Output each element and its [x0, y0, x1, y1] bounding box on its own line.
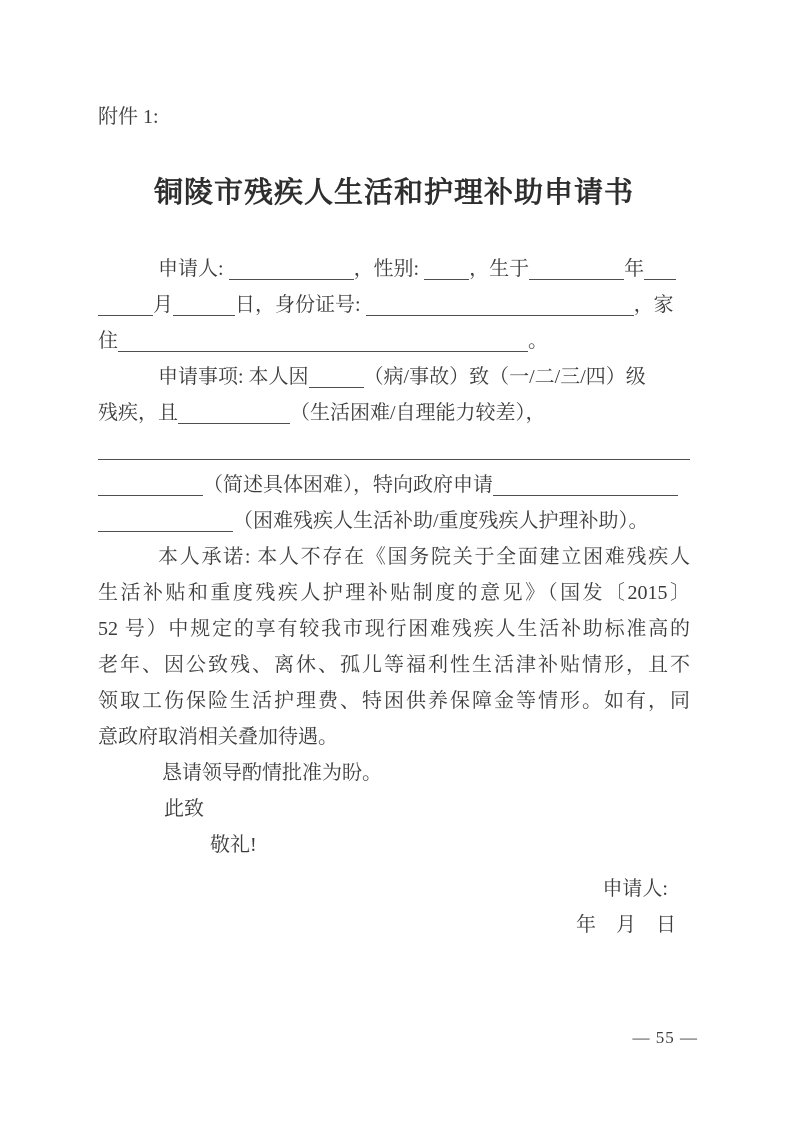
commitment-line-1 — [98, 539, 690, 575]
text-segment: 52 号）中规定的享有较我市现行困难残疾人生活补助标准高的 — [98, 618, 690, 640]
commitment-line-2 — [98, 575, 690, 611]
text-segment: （生活困难/自理能力较差）， — [290, 402, 546, 424]
salutation-cizhi-line — [98, 791, 690, 827]
signature-applicant-line — [98, 871, 690, 907]
blank-field — [98, 314, 153, 316]
text-segment: 本人承诺: 本人不存在《国务院关于全面建立困难残疾人 — [158, 546, 690, 568]
form-body — [98, 251, 690, 943]
document-title: 铜陵市残疾人生活和护理补助申请书 — [153, 177, 634, 209]
text-segment: （困难残疾人生活补助/重度残疾人护理补助）。 — [233, 510, 649, 532]
commitment-line-6 — [98, 719, 690, 755]
blank-field — [366, 314, 634, 316]
blank-field — [424, 278, 469, 280]
blank-field — [229, 278, 354, 280]
text-segment: 生活补贴和重度残疾人护理补贴制度的意见》（国发〔2015〕 — [98, 582, 690, 604]
blank-field — [493, 494, 678, 496]
text-segment: 年 — [624, 258, 645, 280]
blank-field — [529, 278, 624, 280]
text-segment: 年 月 日 — [576, 914, 676, 936]
blank-field — [644, 278, 676, 280]
blank-field — [309, 386, 364, 388]
commitment-line-4 — [98, 647, 690, 683]
text-segment: 申请人: — [158, 258, 229, 280]
text-segment: 敬礼! — [210, 834, 257, 856]
text-segment: ，家 — [633, 294, 674, 316]
blank-field — [118, 350, 528, 352]
text-segment: 申请人: — [602, 878, 668, 900]
text-segment: ，性别: — [353, 258, 425, 280]
closing-request-line — [98, 755, 690, 791]
blank-field — [98, 530, 233, 532]
difficulty-line — [98, 467, 690, 503]
applicant-info-line-2 — [98, 287, 690, 323]
attachment-label: 附件 1: — [98, 106, 159, 128]
applicant-info-line-1 — [98, 251, 690, 287]
text-segment: 月 — [153, 294, 173, 316]
text-segment: 住 — [98, 330, 118, 352]
page-number: — 55 — — [632, 1028, 698, 1047]
text-segment: 此致 — [164, 798, 204, 820]
text-segment: 恳请领导酌情批准为盼。 — [162, 762, 382, 784]
subsidy-type-line — [98, 503, 690, 539]
text-segment: 领取工伤保险生活护理费、特困供养保障金等情形。如有，同 — [98, 690, 690, 712]
salutation-jingli-line — [98, 827, 690, 863]
document-content — [98, 104, 690, 943]
text-segment: ，生于 — [469, 258, 530, 280]
blank-field — [98, 494, 203, 496]
request-line-1 — [98, 359, 690, 395]
commitment-line-3 — [98, 611, 690, 647]
commitment-line-5 — [98, 683, 690, 719]
text-segment: （病/事故）致（一/二/三/四）级 — [363, 366, 646, 388]
request-line-2 — [98, 395, 690, 431]
text-segment: 残疾，且 — [98, 402, 178, 424]
text-segment: 申请事项: 本人因 — [158, 366, 309, 388]
text-segment: 日，身份证号: — [235, 294, 366, 316]
difficulty-blank-full-line — [98, 431, 690, 467]
text-segment: 。 — [528, 330, 548, 352]
applicant-info-line-3 — [98, 323, 690, 359]
blank-field — [178, 422, 290, 424]
signature-date-line — [98, 907, 690, 943]
blank-field — [98, 458, 690, 460]
text-segment: 意政府取消相关叠加待遇。 — [98, 726, 338, 748]
text-segment: 老年、因公致残、离休、孤儿等福利性生活津补贴情形，且不 — [98, 654, 690, 676]
blank-field — [173, 314, 235, 316]
text-segment: （简述具体困难），特向政府申请 — [203, 474, 493, 496]
